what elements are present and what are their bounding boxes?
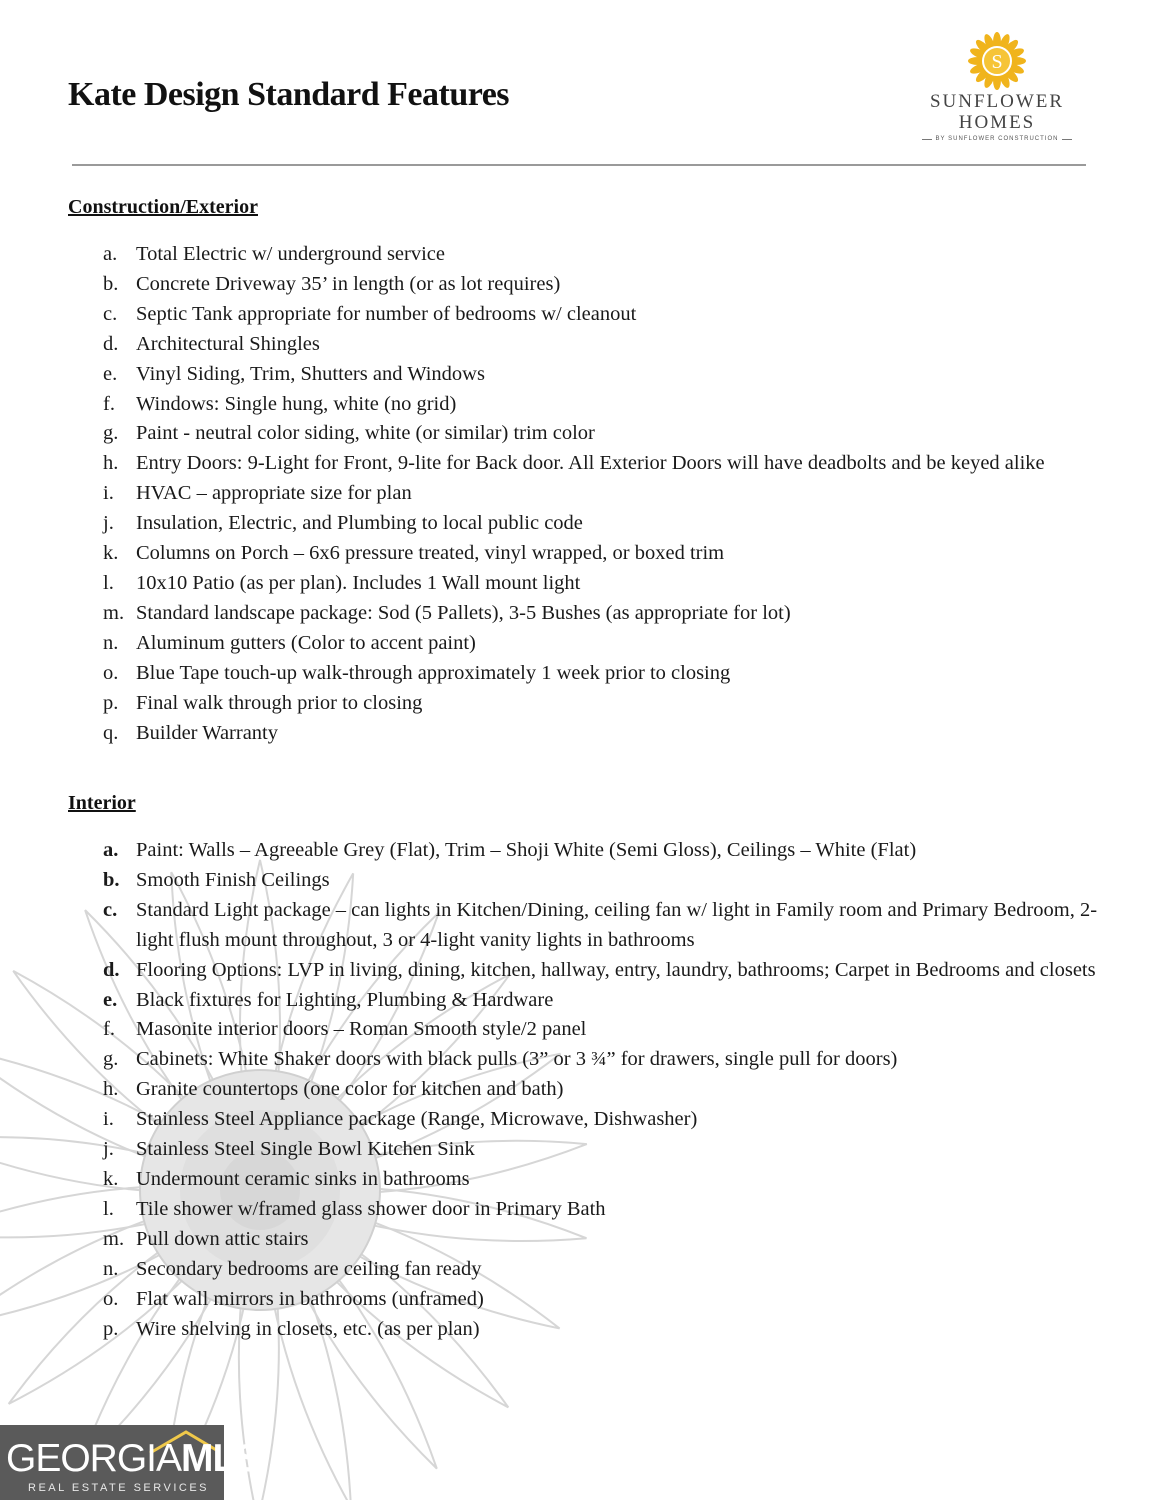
list-item xyxy=(0,836,1100,866)
list-item-text: Paint - neutral color siding, white (or similar) trim color xyxy=(136,422,595,445)
list-item-marker: i. xyxy=(103,1108,114,1131)
list-item-marker: e. xyxy=(103,988,118,1011)
list-item-text: Standard Light package – can lights in Kitchen/Dining, ceiling fan w/ light in Family room and Primary Bedroom, 2-light flush mount throughout, 3 or 4-light vanity lights in bathrooms xyxy=(136,898,1098,951)
list-item-marker: q. xyxy=(103,721,119,744)
logo-line2: HOMES xyxy=(958,112,1036,133)
list-item xyxy=(0,1015,1100,1045)
list-item-marker: h. xyxy=(103,452,119,475)
list-item xyxy=(0,1315,1100,1345)
list-item xyxy=(0,866,1100,896)
list-item xyxy=(0,270,1100,300)
list-item xyxy=(0,1225,1100,1255)
list-item-marker: p. xyxy=(103,691,119,714)
list-item-text: Wire shelving in closets, etc. (as per plan) xyxy=(136,1317,480,1340)
list-item xyxy=(0,659,1100,689)
page-title: Kate Design Standard Features xyxy=(68,76,510,113)
list-item-text: Undermount ceramic sinks in bathrooms xyxy=(136,1167,470,1190)
list-item-text: Masonite interior doors – Roman Smooth style/2 panel xyxy=(136,1018,587,1041)
list-item xyxy=(0,896,1100,956)
georgia-mls-badge xyxy=(0,1425,261,1500)
list-item-marker: p. xyxy=(103,1317,119,1340)
sunflower-homes-logo xyxy=(918,32,1076,142)
list-item-text: Columns on Porch – 6x6 pressure treated, vinyl wrapped, or boxed trim xyxy=(136,542,725,565)
list-item-text: Cabinets: White Shaker doors with black pulls (3” or 3 ¾” for drawers, single pull for doors) xyxy=(136,1048,898,1071)
list-item xyxy=(0,300,1100,330)
list-item xyxy=(0,1135,1100,1165)
list-item xyxy=(0,1195,1100,1225)
list-item xyxy=(0,1105,1100,1135)
list-item-text: Secondary bedrooms are ceiling fan ready xyxy=(136,1257,482,1280)
list-item-text: Granite countertops (one color for kitchen and bath) xyxy=(136,1078,564,1101)
list-item-text: Concrete Driveway 35’ in length (or as lot requires) xyxy=(136,272,561,295)
list-item xyxy=(0,629,1100,659)
list-item-marker: c. xyxy=(103,898,118,921)
list-item-text: Smooth Finish Ceilings xyxy=(136,868,330,891)
list-item xyxy=(0,509,1100,539)
list-item-marker: m. xyxy=(103,601,125,624)
list-item-marker: g. xyxy=(103,1048,119,1071)
list-item-text: Septic Tank appropriate for number of bedrooms w/ cleanout xyxy=(136,302,637,325)
list-item-text: Entry Doors: 9-Light for Front, 9-lite for Back door. All Exterior Doors will have deadbolts and be keyed alike xyxy=(136,452,1045,475)
list-item xyxy=(0,569,1100,599)
list-item-marker: c. xyxy=(103,302,118,325)
list-item xyxy=(0,599,1100,629)
list-item-marker: l. xyxy=(103,1197,114,1220)
list-item xyxy=(0,419,1100,449)
mls-wordmark xyxy=(6,1439,260,1479)
list-item-marker: f. xyxy=(103,392,115,415)
list-item-text: Final walk through prior to closing xyxy=(136,691,423,714)
list-item-text: Pull down attic stairs xyxy=(136,1227,309,1250)
list-item xyxy=(0,1285,1100,1315)
list-item-marker: j. xyxy=(103,1138,114,1161)
list-item-text: Flat wall mirrors in bathrooms (unframed) xyxy=(136,1287,484,1310)
construction-exterior-list xyxy=(0,240,1100,748)
header-divider xyxy=(72,164,1086,166)
list-item xyxy=(0,360,1100,390)
list-item-marker: b. xyxy=(103,272,119,295)
logo-line1: SUNFLOWER xyxy=(929,91,1065,112)
list-item-marker: d. xyxy=(103,958,120,981)
list-item-marker: n. xyxy=(103,1257,119,1280)
list-item-text: Paint: Walls – Agreeable Grey (Flat), Trim – Shoji White (Semi Gloss), Ceilings – White (Flat) xyxy=(136,839,917,861)
sunflower-icon xyxy=(965,32,1029,90)
list-item-marker: i. xyxy=(103,482,114,505)
list-item-text: Insulation, Electric, and Plumbing to local public code xyxy=(136,512,583,535)
list-item-text: Blue Tape touch-up walk-through approximately 1 week prior to closing xyxy=(136,661,731,684)
list-item-marker: a. xyxy=(103,243,118,265)
logo-divider xyxy=(1062,139,1072,140)
list-item-marker: j. xyxy=(103,512,114,535)
list-item-text: Aluminum gutters (Color to accent paint) xyxy=(136,631,476,654)
list-item-text: Vinyl Siding, Trim, Shutters and Windows xyxy=(136,362,485,385)
list-item-marker: l. xyxy=(103,571,114,594)
list-item-marker: e. xyxy=(103,362,118,385)
list-item-marker: m. xyxy=(103,1227,125,1250)
list-item-text: Stainless Steel Single Bowl Kitchen Sink xyxy=(136,1138,475,1161)
mls-tagline: REAL ESTATE SERVICES xyxy=(28,1482,210,1494)
list-item-marker: d. xyxy=(103,332,119,355)
list-item xyxy=(0,1075,1100,1105)
section-heading-construction-exterior: Construction/Exterior xyxy=(68,196,258,218)
list-item-marker: a. xyxy=(103,839,119,861)
list-item-text: Tile shower w/framed glass shower door in Primary Bath xyxy=(136,1197,606,1220)
list-item xyxy=(0,479,1100,509)
logo-divider xyxy=(922,139,932,140)
list-item-marker: o. xyxy=(103,661,119,684)
logo-subtitle-text: BY SUNFLOWER CONSTRUCTION xyxy=(935,136,1059,142)
list-item xyxy=(0,539,1100,569)
list-item xyxy=(0,240,1100,270)
list-item xyxy=(0,1165,1100,1195)
list-item-text: Black fixtures for Lighting, Plumbing & Hardware xyxy=(136,988,554,1011)
list-item xyxy=(0,449,1100,479)
list-item-marker: k. xyxy=(103,1167,119,1190)
list-item-marker: n. xyxy=(103,631,119,654)
list-item-marker: o. xyxy=(103,1287,119,1310)
mls-wordmark-bold: MLS xyxy=(181,1437,261,1480)
list-item xyxy=(0,719,1100,749)
list-item-marker: k. xyxy=(103,542,119,565)
list-item-text: Flooring Options: LVP in living, dining, kitchen, hallway, entry, laundry, bathrooms; Carpet in Bedrooms and closets xyxy=(136,958,1096,981)
list-item-text: Stainless Steel Appliance package (Range, Microwave, Dishwasher) xyxy=(136,1108,698,1131)
list-item xyxy=(0,986,1100,1016)
list-item-text: Architectural Shingles xyxy=(136,332,320,355)
list-item-text: 10x10 Patio (as per plan). Includes 1 Wall mount light xyxy=(136,571,581,594)
list-item-text: Builder Warranty xyxy=(136,721,278,744)
list-item xyxy=(0,1255,1100,1285)
list-item-marker: b. xyxy=(103,868,120,891)
list-item-marker: h. xyxy=(103,1078,119,1101)
interior-list xyxy=(0,836,1100,1344)
list-item-text: Total Electric w/ underground service xyxy=(136,243,445,265)
list-item xyxy=(0,330,1100,360)
logo-badge-letter: S xyxy=(991,51,1003,73)
mls-wordmark-light: GEORGIA xyxy=(6,1437,182,1480)
list-item-text: Windows: Single hung, white (no grid) xyxy=(136,392,457,415)
list-item xyxy=(0,390,1100,420)
list-item-text: Standard landscape package: Sod (5 Pallets), 3-5 Bushes (as appropriate for lot) xyxy=(136,601,791,624)
logo-subtitle xyxy=(918,136,1076,142)
list-item-text: HVAC – appropriate size for plan xyxy=(136,482,412,505)
list-item xyxy=(0,1045,1100,1075)
list-item xyxy=(0,689,1100,719)
list-item-marker: f. xyxy=(103,1018,115,1041)
list-item xyxy=(0,956,1100,986)
list-item-marker: g. xyxy=(103,422,119,445)
section-heading-interior: Interior xyxy=(68,792,136,814)
